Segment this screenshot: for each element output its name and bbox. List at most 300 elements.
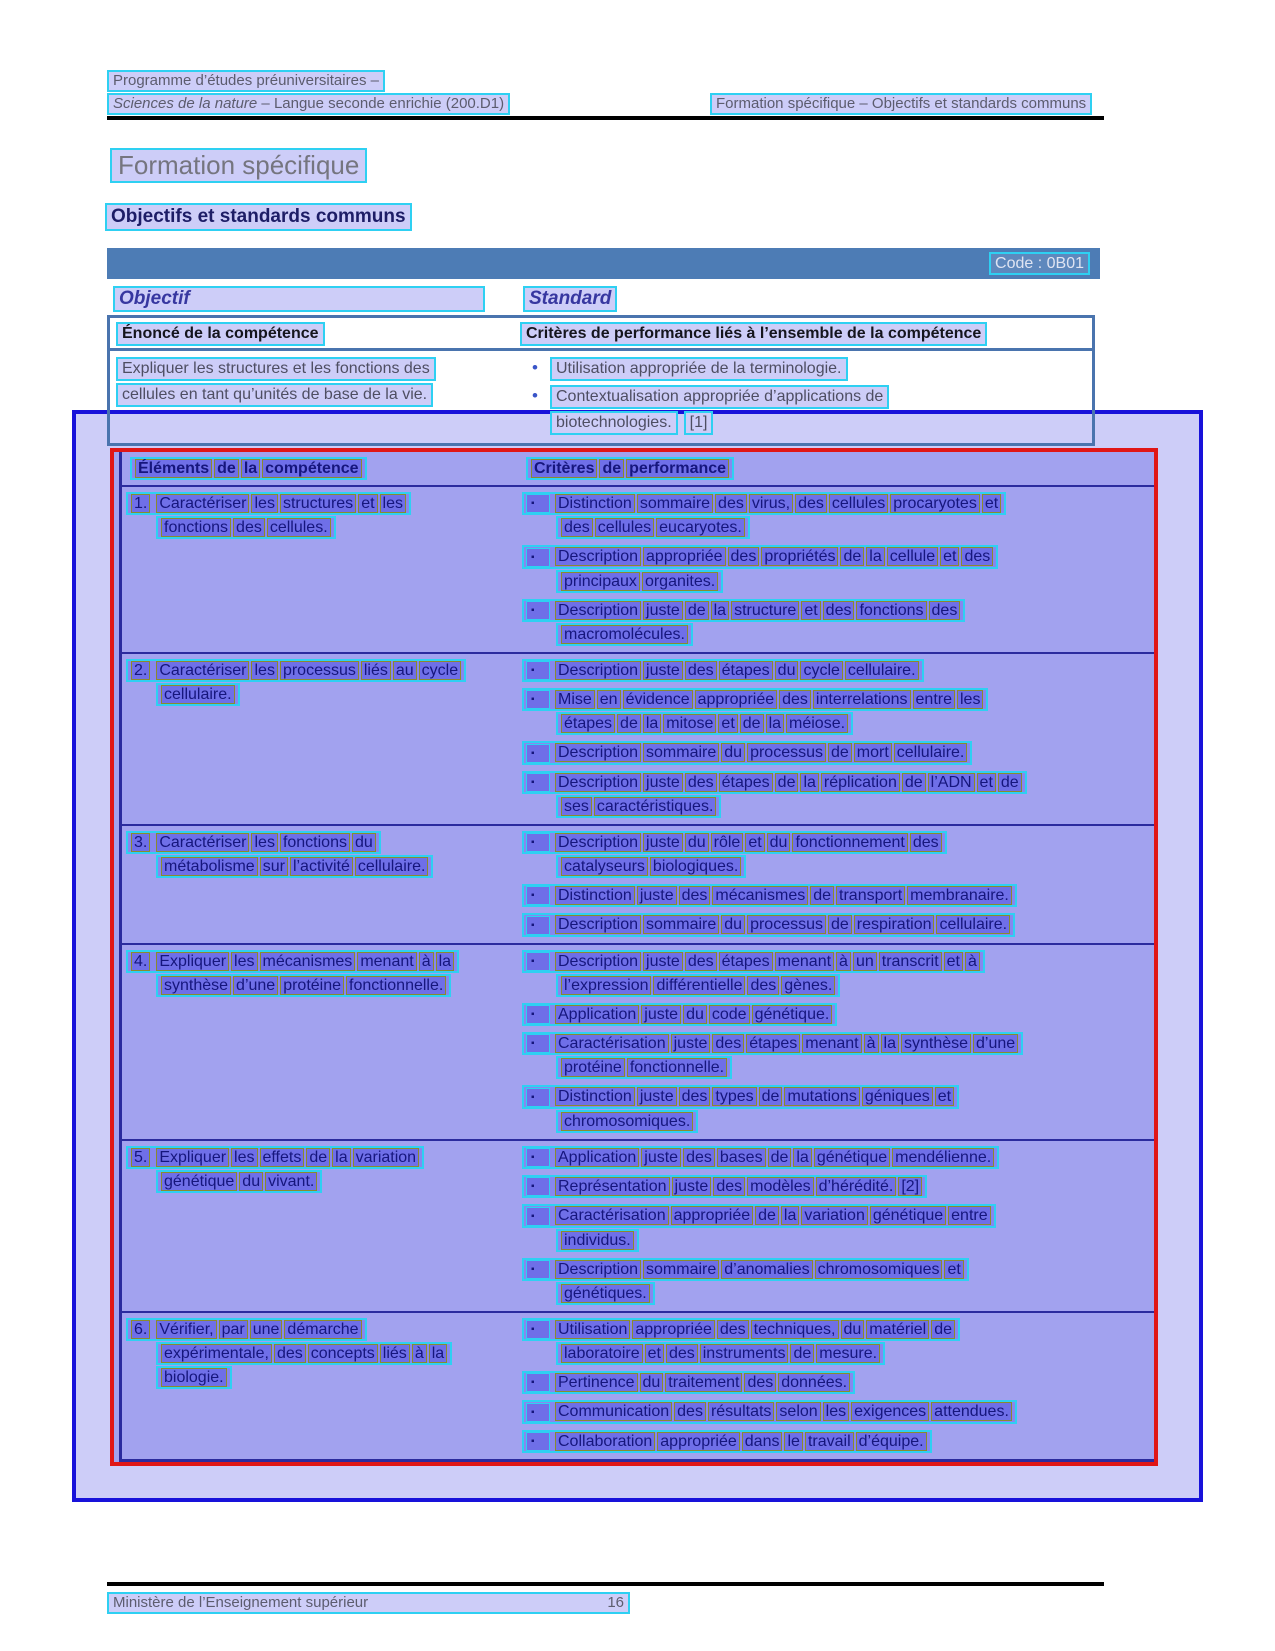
criterion <box>522 1430 1154 1453</box>
word-box: Caractériser <box>156 661 249 680</box>
header-program-text: Programme d’études préuniversitaires – <box>107 70 385 92</box>
word-box: juste <box>643 601 683 620</box>
criteres-ensemble-header-cell <box>520 322 1092 346</box>
word-box: de <box>775 773 799 792</box>
word-box: des <box>747 976 779 995</box>
word-box: du <box>721 743 745 762</box>
word-box: dans <box>742 1432 783 1451</box>
word-box: de <box>617 714 641 733</box>
criterion <box>522 1400 1154 1423</box>
criterion-line <box>522 1085 959 1108</box>
word-box: variation <box>801 1206 867 1225</box>
word-box: organites. <box>642 572 718 591</box>
word-box: étapes <box>719 773 773 792</box>
criterion-line <box>522 950 985 973</box>
criterion-line <box>522 659 924 682</box>
word-box: juste <box>641 1005 681 1024</box>
word-box: les <box>251 494 277 513</box>
code-banner <box>107 248 1100 279</box>
word-box: les <box>957 690 983 709</box>
criterion <box>522 913 1154 936</box>
criterion-line <box>556 1282 655 1305</box>
word-box: variation <box>353 1148 419 1167</box>
word-box: ses <box>561 797 592 816</box>
word-box: à <box>864 1034 879 1053</box>
word-box: virus, <box>749 494 793 513</box>
criteres-header <box>526 457 734 480</box>
bullet-icon: ▪ <box>526 548 550 567</box>
word-box: individus. <box>561 1231 634 1250</box>
word-box: cellulaire. <box>894 743 968 762</box>
table-row <box>122 943 1154 1139</box>
criterion-line <box>556 1056 732 1079</box>
word-box: menant <box>775 952 834 971</box>
element-line <box>126 831 381 854</box>
word-box: Description <box>555 773 641 792</box>
word-box: de <box>902 773 926 792</box>
word-box: vivant. <box>265 1172 317 1191</box>
word-box: l’ADN <box>928 773 975 792</box>
word-box: des <box>685 952 717 971</box>
word-box: réplication <box>821 773 900 792</box>
word-box: de <box>759 1087 783 1106</box>
word-box: l’expression <box>561 976 651 995</box>
bullet-icon: ▪ <box>526 773 550 792</box>
word-box: chromosomiques <box>815 1260 943 1279</box>
item-number: 4. <box>131 952 150 971</box>
word-box: processus <box>747 743 826 762</box>
word-box: liés <box>361 661 391 680</box>
enonce-line <box>116 357 520 381</box>
word-box: de <box>755 1206 779 1225</box>
word-box: génétiques. <box>561 1284 650 1303</box>
word-box: appropriée <box>657 1432 740 1451</box>
word-box: Distinction <box>555 886 635 905</box>
word-box: des <box>674 1402 706 1421</box>
criterion-line <box>522 1318 960 1341</box>
header-section-line <box>710 93 1092 115</box>
header-subject-text <box>107 93 510 115</box>
word-box: cellulaire. <box>936 915 1010 934</box>
criterion-line <box>522 688 988 711</box>
word-box: appropriée <box>671 1206 754 1225</box>
word-box: mitose <box>663 714 716 733</box>
criterion-line <box>520 385 1092 409</box>
word-box: à <box>419 952 434 971</box>
footer-ministry: Ministère de l’Enseignement supérieur <box>113 1594 369 1611</box>
word-box: mécanismes <box>260 952 356 971</box>
criterion <box>522 1371 1154 1394</box>
header-subject-line <box>107 93 510 115</box>
word-box: procaryotes <box>890 494 980 513</box>
criterion-line <box>550 411 1092 435</box>
word-box: exigences <box>851 1402 929 1421</box>
word-box: méiose. <box>786 714 848 733</box>
word-box: chromosomiques. <box>561 1112 693 1131</box>
element-line <box>126 950 459 973</box>
word-box: les <box>231 952 257 971</box>
criterion <box>522 1318 1154 1365</box>
word-box: cycle <box>419 661 461 680</box>
criterion <box>520 385 1092 435</box>
word-box: menant <box>802 1034 861 1053</box>
word-box: en <box>597 690 621 709</box>
word-box: Vérifier, <box>156 1320 216 1339</box>
word-box: à <box>836 952 851 971</box>
element-line <box>126 1146 424 1169</box>
element-cell <box>122 1146 522 1306</box>
word-box: Expliquer <box>156 952 229 971</box>
objectif-heading: Objectif <box>113 286 485 312</box>
word-box: juste <box>643 773 683 792</box>
word-box: mécanismes <box>712 886 808 905</box>
word-box: de <box>768 1148 792 1167</box>
criteres-header-cell <box>526 457 1154 481</box>
word-box: sommaire <box>643 915 719 934</box>
word-box: génétique. <box>752 1005 833 1024</box>
enonce-line <box>116 383 520 407</box>
elements-table-rows <box>122 485 1154 1459</box>
competence-table-header <box>110 318 1092 351</box>
word-box: sur <box>260 857 288 876</box>
word-box: des <box>929 601 961 620</box>
word-box: catalyseurs <box>561 857 648 876</box>
word-box: Description <box>555 661 641 680</box>
bullet-icon: ▪ <box>526 1088 550 1107</box>
elements-table-header <box>122 452 1154 485</box>
word-box: à <box>965 952 980 971</box>
word-box: de <box>828 743 852 762</box>
word-box: fonctionnelle. <box>627 1058 727 1077</box>
word-box: différentielle <box>653 976 745 995</box>
word-box: principaux <box>561 572 640 591</box>
word-box: la <box>866 547 884 566</box>
word-box: des <box>712 1034 744 1053</box>
word-box: compétence <box>262 459 361 478</box>
word-box: techniques, <box>751 1320 839 1339</box>
header-section-text: Formation spécifique – Objectifs et standards communs <box>710 93 1092 115</box>
word-box: transport <box>836 886 905 905</box>
criterion <box>522 1175 1154 1198</box>
word-box: des <box>679 1087 711 1106</box>
enonce-cell <box>110 357 520 439</box>
table-row <box>122 824 1154 943</box>
criterion <box>522 950 1154 997</box>
word-box: la <box>241 459 260 478</box>
footer-box <box>107 1592 630 1614</box>
item-number: 1. <box>131 494 150 513</box>
word-box: des <box>685 661 717 680</box>
word-box: synthèse <box>901 1034 971 1053</box>
criterion-line <box>556 712 853 735</box>
word-box: respiration <box>854 915 935 934</box>
word-box: protéine <box>280 976 344 995</box>
criterion-line <box>520 357 1092 381</box>
criterion-line <box>556 516 750 539</box>
word-box: Communication <box>555 1402 672 1421</box>
word-box: expérimentale, <box>161 1344 272 1363</box>
word-box: de <box>790 1344 814 1363</box>
criterion-line <box>522 1400 1017 1423</box>
word-box: des <box>274 1344 306 1363</box>
word-box: d’hérédité. <box>816 1177 897 1196</box>
criterion-line <box>522 1258 969 1281</box>
word-box: la <box>793 1148 811 1167</box>
criteria-cell <box>522 659 1154 819</box>
word-box: des <box>717 1320 749 1339</box>
bullet-icon: ▪ <box>526 886 550 905</box>
word-box: sommaire <box>637 494 713 513</box>
word-box: géniques <box>862 1087 933 1106</box>
footer-rule <box>107 1582 1104 1586</box>
criterion-line <box>522 1204 996 1227</box>
word-box: Description <box>555 1260 641 1279</box>
element-line <box>126 492 411 515</box>
word-box: de <box>306 1148 330 1167</box>
item-number: 6. <box>131 1320 150 1339</box>
word-box: données. <box>778 1373 850 1392</box>
header-subject-rest: – Langue seconde enrichie (200.D1) <box>257 95 505 112</box>
word-box: cellulaire. <box>355 857 429 876</box>
word-box: Caractérisation <box>555 1206 669 1225</box>
word-box: des <box>561 518 593 537</box>
word-box: des <box>744 1373 776 1392</box>
criteria-cell <box>522 492 1154 647</box>
criteria-cell <box>522 1318 1154 1454</box>
word-box: processus <box>280 661 359 680</box>
bullet-icon: ▪ <box>526 1320 550 1339</box>
word-box: de <box>998 773 1022 792</box>
word-box: et <box>944 952 963 971</box>
word-box: [2] <box>898 1177 922 1196</box>
criterion <box>522 771 1154 818</box>
word-box: et <box>745 833 764 852</box>
word-box: fonctions <box>856 601 926 620</box>
word-box: des <box>233 518 265 537</box>
element-line <box>156 683 240 706</box>
word-box: types <box>712 1087 756 1106</box>
elements-header <box>130 457 367 480</box>
word-box: de <box>685 601 709 620</box>
word-box: la <box>429 1344 447 1363</box>
item-number: 3. <box>131 833 150 852</box>
criteria-cell <box>522 950 1154 1134</box>
element-cell <box>122 492 522 647</box>
word-box: la <box>881 1034 899 1053</box>
criterion-line <box>556 1229 639 1252</box>
word-box: Critères <box>531 459 597 478</box>
word-box: traitement <box>665 1373 742 1392</box>
subtitle-block <box>105 203 412 231</box>
word-box: génétique <box>161 1172 237 1191</box>
word-box: juste <box>643 661 683 680</box>
bullet-icon: ▪ <box>526 833 550 852</box>
word-box: des <box>666 1344 698 1363</box>
word-box: Collaboration <box>555 1432 655 1451</box>
word-box: des <box>713 1177 745 1196</box>
word-box: et <box>935 1087 954 1106</box>
highlight-box: Contextualisation appropriée d’applications de <box>550 385 889 409</box>
word-box: menant <box>357 952 416 971</box>
word-box: caractéristiques. <box>594 797 717 816</box>
word-box: Expliquer <box>156 1148 229 1167</box>
word-box: la <box>781 1206 799 1225</box>
word-box: juste <box>641 1148 681 1167</box>
word-box: fonctions <box>280 833 350 852</box>
word-box: cellulaire. <box>161 685 235 704</box>
bullet-icon: • <box>532 386 538 405</box>
bullet-icon: ▪ <box>526 494 550 513</box>
bullet-icon: ▪ <box>526 690 550 709</box>
criterion <box>522 659 1154 682</box>
enonce-header: Énoncé de la compétence <box>116 322 325 346</box>
word-box: Pertinence <box>555 1373 638 1392</box>
word-box: Description <box>555 601 641 620</box>
word-box: concepts <box>308 1344 378 1363</box>
word-box: du <box>239 1172 263 1191</box>
section-title: Objectifs et standards communs <box>105 203 412 231</box>
highlight-box: [1] <box>684 411 714 435</box>
word-box: et <box>358 494 377 513</box>
word-box: mutations <box>784 1087 859 1106</box>
table-row <box>122 652 1154 824</box>
elements-header-cell <box>126 457 526 481</box>
footer <box>107 1592 630 1614</box>
word-box: membranaire. <box>907 886 1012 905</box>
word-box: matériel <box>866 1320 929 1339</box>
word-box: macromolécules. <box>561 625 688 644</box>
word-box: métabolisme <box>161 857 258 876</box>
word-box: résultats <box>708 1402 774 1421</box>
word-box: étapes <box>719 952 773 971</box>
criterion <box>522 492 1154 539</box>
word-box: des <box>823 601 855 620</box>
word-box: Description <box>555 833 641 852</box>
word-box: cellulaire. <box>845 661 919 680</box>
word-box: la <box>436 952 454 971</box>
word-box: cellules. <box>267 518 331 537</box>
word-box: l’activité <box>290 857 353 876</box>
word-box: code <box>709 1005 750 1024</box>
word-box: Caractérisation <box>555 1034 669 1053</box>
word-box: juste <box>637 886 677 905</box>
word-box: les <box>251 833 277 852</box>
word-box: de <box>599 459 624 478</box>
word-box: du <box>685 833 709 852</box>
criterion <box>522 1085 1154 1132</box>
criterion-line <box>556 1110 698 1133</box>
bullet-icon: ▪ <box>526 1403 550 1422</box>
bullet-icon: ▪ <box>526 1432 550 1451</box>
word-box: des <box>728 547 760 566</box>
criterion <box>522 1146 1154 1169</box>
criterion <box>522 1204 1154 1251</box>
word-box: de <box>840 547 864 566</box>
word-box: des <box>779 690 811 709</box>
word-box: les <box>231 1148 257 1167</box>
word-box: la <box>332 1148 350 1167</box>
header-rule <box>107 116 1104 120</box>
word-box: Caractériser <box>156 833 249 852</box>
word-box: des <box>685 773 717 792</box>
word-box: et <box>982 494 1001 513</box>
word-box: d’une <box>973 1034 1018 1053</box>
word-box: propriétés <box>761 547 838 566</box>
word-box: le <box>784 1432 802 1451</box>
word-box: Distinction <box>555 494 635 513</box>
bullet-icon: ▪ <box>526 661 550 680</box>
element-line <box>126 1318 367 1341</box>
code-label: Code : 0B01 <box>989 252 1090 275</box>
word-box: de <box>931 1320 955 1339</box>
word-box: et <box>944 1260 963 1279</box>
elements-table-inner <box>119 452 1154 1462</box>
word-box: modèles <box>747 1177 813 1196</box>
bullet-icon: ▪ <box>526 1034 550 1053</box>
word-box: instruments <box>700 1344 789 1363</box>
element-line <box>156 974 451 997</box>
word-box: synthèse <box>161 976 231 995</box>
word-box: selon <box>776 1402 820 1421</box>
word-box: la <box>800 773 818 792</box>
word-box: bases <box>717 1148 766 1167</box>
word-box: du <box>683 1005 707 1024</box>
word-box: de <box>214 459 239 478</box>
word-box: les <box>380 494 406 513</box>
word-box: entre <box>948 1206 990 1225</box>
word-box: Description <box>555 547 641 566</box>
bullet-icon: ▪ <box>526 1005 550 1024</box>
criterion-line <box>522 1430 932 1453</box>
word-box: travail <box>805 1432 854 1451</box>
bullet-icon: ▪ <box>526 952 550 971</box>
word-box: du <box>721 915 745 934</box>
word-box: Éléments <box>135 459 212 478</box>
word-box: et <box>801 601 820 620</box>
word-box: Description <box>555 952 641 971</box>
enonce-header-cell <box>110 322 520 346</box>
word-box: laboratoire <box>561 1344 643 1363</box>
word-box: cellules <box>829 494 888 513</box>
competence-table <box>107 315 1095 446</box>
word-box: la <box>711 601 729 620</box>
criteres-ensemble-cell <box>520 357 1092 439</box>
word-box: sommaire <box>643 743 719 762</box>
criterion-line <box>522 1175 927 1198</box>
criterion-line <box>556 1342 885 1365</box>
word-box: étapes <box>719 661 773 680</box>
word-box: Description <box>555 743 641 762</box>
word-box: mort <box>854 743 892 762</box>
criterion-line <box>522 1146 999 1169</box>
word-box: les <box>251 661 277 680</box>
criterion-line <box>522 913 1015 936</box>
word-box: la <box>766 714 784 733</box>
word-box: d’équipe. <box>856 1432 927 1451</box>
element-line <box>126 659 466 682</box>
word-box: biologiques. <box>650 857 741 876</box>
element-cell <box>122 950 522 1134</box>
word-box: juste <box>643 952 683 971</box>
word-box: des <box>910 833 942 852</box>
objectif-heading-block <box>113 286 485 312</box>
criterion-line <box>522 545 998 568</box>
criterion <box>522 599 1154 646</box>
word-box: entre <box>913 690 955 709</box>
word-box: une <box>250 1320 283 1339</box>
word-box: biologie. <box>161 1368 227 1387</box>
standard-heading: Standard <box>523 286 617 312</box>
